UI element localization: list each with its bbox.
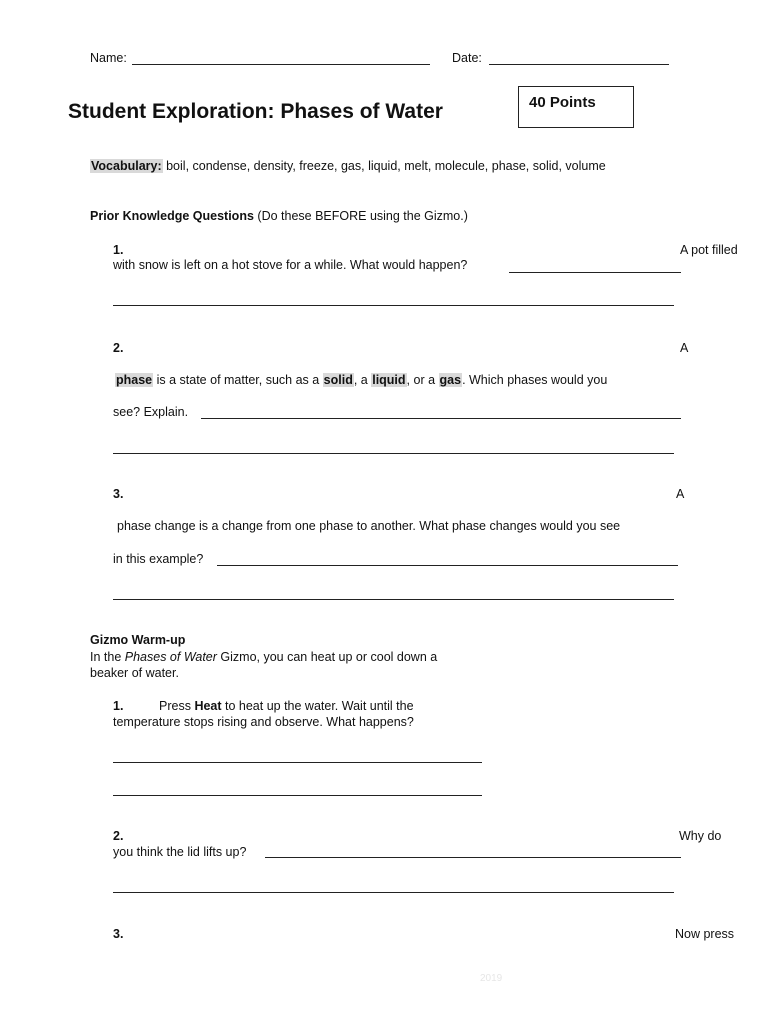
wu-q2-number: 2.	[113, 829, 124, 843]
wu-q1-number: 1.	[113, 699, 124, 713]
pk-q2-line2: see? Explain.	[113, 405, 189, 419]
pk-q2-answer-line-2[interactable]	[113, 453, 674, 454]
pk-q3-number: 3.	[113, 487, 124, 501]
wu-q1-text	[159, 699, 414, 713]
vocabulary-line	[90, 159, 606, 173]
wu-q1-answer-line-2[interactable]	[113, 795, 482, 796]
pk-q3-lead: A	[676, 487, 685, 501]
pk-q2-number: 2.	[113, 341, 124, 355]
pk-q2-part-4: . Which phases would you	[462, 373, 608, 387]
warmup-heading: Gizmo Warm-up	[90, 633, 186, 647]
warmup-intro-line2: beaker of water.	[90, 666, 179, 680]
pk-q3-answer-line-2[interactable]	[113, 599, 674, 600]
warmup-intro-gizmo-name: Phases of Water	[124, 650, 217, 664]
prior-knowledge-heading	[90, 209, 468, 223]
vocabulary-label: Vocabulary:	[91, 159, 162, 173]
pk-q3-answer-line-1[interactable]	[217, 565, 678, 566]
wu-q1-heat-word: Heat	[194, 699, 222, 713]
wu-q2-answer-line-2[interactable]	[113, 892, 674, 893]
vocabulary-terms: boil, condense, density, freeze, gas, liquid, melt, molecule, phase, solid, volume	[166, 159, 606, 173]
wu-q2-lead: Why do	[679, 829, 722, 843]
warmup-intro-part-1: In the	[90, 650, 125, 664]
pk-q2-part-1: is a state of matter, such as a	[153, 373, 323, 387]
wu-q2-answer-line-1[interactable]	[265, 857, 681, 858]
pk-q1-text: with snow is left on a hot stove for a while. What would happen?	[113, 258, 468, 272]
warmup-intro-part-2: Gizmo, you can heat up or cool down a	[216, 650, 438, 664]
pk-q3-line2: in this example?	[113, 552, 204, 566]
name-field[interactable]	[132, 64, 430, 65]
footer-year: 2019	[480, 973, 503, 984]
pk-q2-text	[115, 373, 607, 387]
pk-q3-text: phase change is a change from one phase to another. What phase changes would you see	[117, 519, 621, 533]
pk-q1-number: 1.	[113, 243, 124, 257]
pk-q1-answer-line-1[interactable]	[509, 272, 681, 273]
prior-knowledge-note: (Do these BEFORE using the Gizmo.)	[257, 209, 468, 223]
date-field[interactable]	[489, 64, 669, 65]
points-box	[518, 86, 634, 128]
points-label: 40 Points	[529, 94, 596, 111]
vocab-solid: solid	[323, 373, 353, 387]
pk-q1-answer-line-2[interactable]	[113, 305, 674, 306]
wu-q1-answer-line-1[interactable]	[113, 762, 482, 763]
date-label: Date:	[452, 51, 482, 65]
vocab-phase: phase	[116, 373, 153, 387]
page-title: Student Exploration: Phases of Water	[68, 100, 443, 123]
name-label: Name:	[90, 51, 127, 65]
pk-q2-part-3: , or a	[406, 373, 439, 387]
pk-q1-lead: A pot filled	[680, 243, 738, 257]
wu-q3-lead: Now press	[675, 927, 735, 941]
warmup-intro	[90, 650, 437, 664]
wu-q3-number: 3.	[113, 927, 124, 941]
pk-q2-lead: A	[680, 341, 689, 355]
vocab-gas: gas	[439, 373, 462, 387]
wu-q1-line2: temperature stops rising and observe. What happens?	[113, 715, 414, 729]
vocab-liquid: liquid	[372, 373, 406, 387]
prior-knowledge-title: Prior Knowledge Questions	[90, 209, 254, 223]
wu-q2-text: you think the lid lifts up?	[113, 845, 247, 859]
pk-q2-answer-line-1[interactable]	[201, 418, 681, 419]
pk-q2-part-2: , a	[353, 373, 372, 387]
wu-q1-part-1: Press	[159, 699, 195, 713]
wu-q1-part-2: to heat up the water. Wait until the	[221, 699, 414, 713]
